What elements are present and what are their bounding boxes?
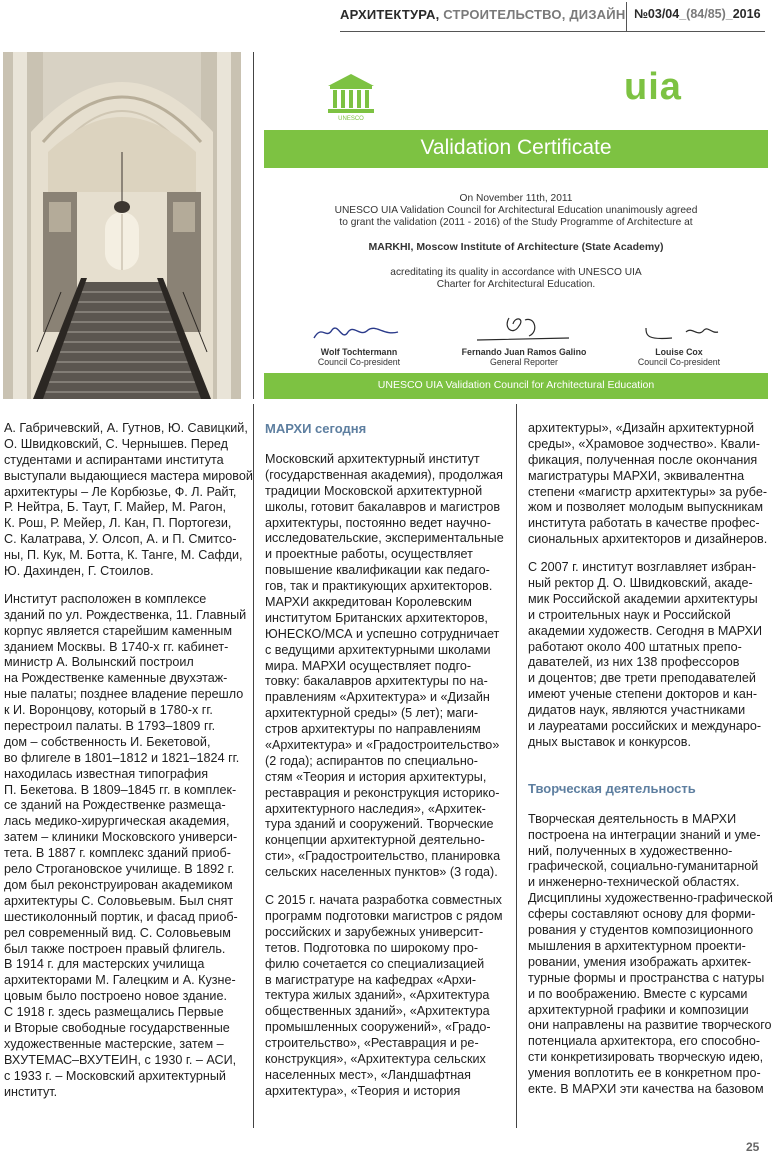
text-line: архитектуры, постоянно ведет научно- bbox=[265, 515, 491, 530]
text-line: строительство», «Реставрация и ре- bbox=[265, 1036, 479, 1051]
text-line: лась медико-хирургическая академия, bbox=[4, 814, 230, 829]
text-line: «Архитектура» и «Градостроительство» bbox=[265, 738, 500, 753]
text-line: стям «Теория и история архитектуры, bbox=[265, 769, 487, 784]
certificate-title: Validation Certificate bbox=[420, 136, 612, 159]
text-line: построена на интеграции знаний и уме- bbox=[528, 827, 761, 842]
text-line: стров архитектуры по направлениям bbox=[265, 722, 481, 737]
section-title-light: СТРОИТЕЛЬСТВО, ДИЗАЙН bbox=[443, 7, 626, 22]
text-line: и лауреатами российских и междунаро- bbox=[528, 719, 762, 734]
text-line: архитектурной среды» (5 лет); маги- bbox=[265, 706, 479, 721]
text-line: се зданий на Рождественке размеща- bbox=[4, 798, 226, 813]
signatory-3-role: Council Co-president bbox=[637, 356, 721, 367]
staircase-photo bbox=[3, 52, 241, 399]
text-line: сти конкретизировать творческую идею, bbox=[528, 1050, 764, 1065]
text-line: магистратуры МАРХИ, эквивалентна bbox=[528, 468, 745, 483]
text-line: О. Швидковский, С. Чернышев. Перед bbox=[4, 436, 228, 451]
certificate-line-3: to grant the validation (2011 - 2016) of the Study Programme of Architecture at bbox=[339, 217, 693, 228]
text-line: дом был реконструирован академиком bbox=[4, 877, 233, 892]
paragraph-gap bbox=[528, 800, 773, 812]
text-line: ны, П. Кук, М. Ботта, К. Танге, М. Сафди, bbox=[4, 548, 243, 563]
text-line: графической, социально-гуманитарной bbox=[528, 859, 759, 874]
certificate-accredit-2: Charter for Architectural Education. bbox=[436, 279, 596, 290]
text-line: с ведущими архитектурными школами bbox=[265, 642, 491, 657]
text-line: архитектуры С. Соловьевым. Был снят bbox=[4, 893, 234, 908]
col3-paragraph-2 bbox=[528, 560, 773, 751]
text-line: давателей, из них 138 профессоров bbox=[528, 655, 740, 670]
text-line: находилась известная типография bbox=[4, 766, 209, 781]
col2-paragraph-2 bbox=[265, 893, 504, 1100]
text-line: ВХУТЕМАС–ВХУТЕИН, с 1930 г. – АСИ, bbox=[4, 1052, 237, 1067]
text-line: академии художеств. Сегодня в МАРХИ bbox=[528, 623, 763, 638]
text-line: Дисциплины художественно-графической bbox=[528, 891, 773, 906]
signature-1-icon bbox=[312, 320, 402, 344]
text-line: и доцентов; две трети преподавателей bbox=[528, 671, 756, 686]
text-line: Московский архитектурный институт bbox=[265, 452, 480, 466]
text-line: мик Российской академии архитектуры bbox=[528, 591, 758, 606]
page-number: 25 bbox=[746, 1140, 760, 1154]
text-line: (государственная академия), продолжая bbox=[265, 467, 503, 482]
text-line: и строительных наук и Российской bbox=[528, 607, 731, 622]
text-line: дом – собственность И. Бекетовой, bbox=[4, 734, 211, 749]
col1-paragraph-2 bbox=[4, 592, 253, 1101]
text-line: архитекторами М. Галецким и А. Кузне- bbox=[4, 973, 236, 988]
text-line: затем – клиники Московского универси- bbox=[4, 830, 238, 845]
section-heading-creative-activity: Творческая деятельность bbox=[528, 780, 696, 796]
paragraph-gap bbox=[265, 881, 504, 893]
text-line: имеют ученые степени докторов и кан- bbox=[528, 687, 758, 702]
text-line: исследовательские, экспериментальные bbox=[265, 531, 504, 546]
column-2 bbox=[265, 421, 504, 1100]
signatory-1-name: Wolf Tochtermann bbox=[320, 347, 398, 357]
text-line: С. Калатрава, У. Олсоп, А. и П. Смитсо- bbox=[4, 532, 237, 547]
text-line: архитектурной графики и композиции bbox=[528, 1002, 749, 1017]
column-divider-2 bbox=[516, 404, 517, 1128]
text-line: филю сочетается со специализацией bbox=[265, 956, 485, 971]
text-line: сти», «Градостроительство, планировка bbox=[265, 849, 501, 864]
certificate-footer: UNESCO UIA Validation Council for Architectural Education bbox=[377, 379, 655, 391]
text-line: потенциала архитектора, его способно- bbox=[528, 1034, 761, 1049]
text-line: реставрация и реконструкция историко- bbox=[265, 785, 500, 800]
text-line: мышления в архитектурном проекти- bbox=[528, 938, 746, 953]
text-line: рования у студентов композиционного bbox=[528, 923, 754, 938]
column-divider-1 bbox=[253, 404, 254, 1128]
text-line: с 1933 г. – Московский архитектурный bbox=[4, 1068, 226, 1083]
col3-paragraph-1 bbox=[528, 421, 773, 548]
signature-2-icon bbox=[469, 314, 579, 346]
text-line: архитектуры – Ле Корбюзье, Ф. Л. Райт, bbox=[4, 484, 237, 499]
text-line: Творческая деятельность в МАРХИ bbox=[528, 811, 737, 826]
text-line: тетов. Подготовка по широкому про- bbox=[265, 940, 479, 955]
text-line: институтом Британских архитекторов, bbox=[265, 610, 488, 625]
text-line: выступали выдающиеся мастера мировой bbox=[4, 468, 253, 483]
text-line: архитектурного наследия», «Архитек- bbox=[265, 801, 486, 816]
text-line: к И. Воронцову, который в 1780-х гг. bbox=[4, 703, 213, 718]
text-line: дидатов наук, являются участниками bbox=[528, 703, 746, 718]
text-line: среды», «Храмовое зодчество». Квали- bbox=[528, 436, 760, 451]
col3-paragraph-3 bbox=[528, 812, 773, 1098]
text-line: умения воплотить ее в конкретном про- bbox=[528, 1066, 761, 1081]
text-line: министр А. Волынский построил bbox=[4, 655, 194, 670]
column-1 bbox=[4, 421, 253, 1100]
column-3 bbox=[528, 421, 773, 1098]
certificate-accredit-1: acreditating its quality in accordance with UNESCO UIA bbox=[390, 267, 642, 278]
signatory-2 bbox=[454, 348, 594, 367]
signatory-3-name: Louise Cox bbox=[655, 347, 703, 357]
text-line: повышение квалификации как педаго- bbox=[265, 563, 490, 578]
signature-3-icon bbox=[642, 322, 722, 344]
text-line: и Вторые свободные государственные bbox=[4, 1020, 230, 1035]
text-line: общественных зданий», «Архитектура bbox=[265, 1004, 490, 1019]
text-line: С 2007 г. институт возглавляет избран- bbox=[528, 560, 757, 575]
text-line: сиональных архитекторов и дизайнеров. bbox=[528, 532, 768, 547]
text-line: и инженерно-технической областях. bbox=[528, 875, 740, 890]
text-line: (2 года); аспирантов по специально- bbox=[265, 753, 478, 768]
section-heading-markhi-today: МАРХИ сегодня bbox=[265, 421, 367, 436]
text-line: рело Строгановское училище. В 1892 г. bbox=[4, 862, 235, 877]
text-line: П. Бекетова. В 1809–1845 гг. в комплек- bbox=[4, 782, 237, 797]
text-line: работают около 400 штатных препо- bbox=[528, 639, 742, 654]
text-line: сельских населенных пунктов» (3 года). bbox=[265, 865, 498, 880]
text-line: В 1914 г. для мастерских училища bbox=[4, 957, 205, 972]
text-line: конструкция», «Архитектура сельских bbox=[265, 1051, 486, 1066]
text-line: ровании, умения изображать архитек- bbox=[528, 954, 752, 969]
text-line: зданием Москвы. В 1740-х гг. кабинет- bbox=[4, 639, 229, 654]
text-line: института работать в качестве профес- bbox=[528, 516, 760, 531]
text-line: гов, так и практикующих архитекторов. bbox=[265, 579, 493, 594]
certificate-line-1: On November 11th, 2011 bbox=[459, 193, 573, 204]
text-line: ный ректор Д. О. Швидковский, акаде- bbox=[528, 576, 753, 591]
text-line: зданий по ул. Рождественка, 11. Главный bbox=[4, 607, 247, 622]
section-title bbox=[340, 7, 625, 22]
paragraph-gap bbox=[528, 548, 773, 560]
header-separator bbox=[626, 2, 627, 31]
photo-divider bbox=[253, 52, 254, 399]
text-line: студентами и аспирантами института bbox=[4, 452, 224, 467]
text-line: тура зданий и сооружений. Творческие bbox=[265, 817, 494, 832]
text-line: Институт расположен в комплексе bbox=[4, 591, 207, 606]
text-line: промышленных сооружений», «Градо- bbox=[265, 1020, 491, 1035]
text-line: Ю. Дахинден, Г. Стоилов. bbox=[4, 564, 154, 579]
text-line: А. Габричевский, А. Гутнов, Ю. Савицкий, bbox=[4, 421, 248, 435]
issue-light: _(84/85)_ bbox=[679, 7, 733, 21]
text-line: дных выставок и конкурсов. bbox=[528, 734, 691, 749]
text-line: шестиколонный портик, и фасад приоб- bbox=[4, 909, 238, 924]
text-line: художественные мастерские, затем – bbox=[4, 1036, 224, 1051]
text-line: жом и позволяет молодым выпускникам bbox=[528, 500, 763, 515]
text-line: корпус является старейшим каменным bbox=[4, 623, 232, 638]
paragraph-gap bbox=[4, 580, 253, 592]
certificate-institution: MARKHI, Moscow Institute of Architecture (State Academy) bbox=[368, 241, 664, 253]
text-line: турные формы и пространства с натуры bbox=[528, 970, 765, 985]
text-line: школы, готовит бакалавров и магистров bbox=[265, 499, 501, 514]
text-line: тета. В 1887 г. комплекс зданий приоб- bbox=[4, 846, 231, 861]
signatory-3 bbox=[624, 348, 734, 367]
certificate-line-2: UNESCO UIA Validation Council for Architectural Education unanimously agreed bbox=[334, 205, 698, 216]
uia-logo: uia bbox=[624, 66, 682, 108]
text-line: ЮНЕСКО/МСА и успешно сотрудничает bbox=[265, 626, 500, 641]
text-line: в магистратуре на кафедрах «Архи- bbox=[265, 972, 477, 987]
section-gap bbox=[528, 751, 773, 781]
unesco-logo-icon bbox=[326, 72, 376, 116]
text-line: институт. bbox=[4, 1084, 58, 1099]
text-line: программ подготовки магистров с рядом bbox=[265, 908, 503, 923]
text-line: рел современный вид. С. Соловьевым bbox=[4, 925, 231, 940]
col2-paragraph-1 bbox=[265, 452, 504, 881]
text-line: ные палаты; позднее владение перешло bbox=[4, 687, 244, 702]
text-line: К. Рош, Р. Мейер, Л. Кан, П. Портогези, bbox=[4, 516, 232, 531]
text-line: МАРХИ аккредитован Королевским bbox=[265, 595, 472, 610]
signatory-2-role: General Reporter bbox=[490, 356, 558, 367]
text-line: фикация, полученная после окончания bbox=[528, 452, 758, 467]
text-line: населенных мест», «Ландшафтная bbox=[265, 1067, 471, 1082]
text-line: тектура жилых зданий», «Архитектура bbox=[265, 988, 490, 1003]
text-line: во флигеле в 1801–1812 и 1821–1824 гг. bbox=[4, 750, 240, 765]
signatory-1 bbox=[294, 348, 424, 367]
text-line: сферы составляют основу для форми- bbox=[528, 907, 756, 922]
text-line: на Рождественке каменные двухэтаж- bbox=[4, 671, 228, 686]
signatory-1-role: Council Co-president bbox=[317, 356, 401, 367]
text-line: правлениям «Архитектура» и «Дизайн bbox=[265, 690, 490, 705]
validation-certificate bbox=[264, 52, 768, 399]
text-line: Р. Нейтра, Б. Таут, Г. Майер, М. Рагон, bbox=[4, 500, 227, 515]
text-line: ний, полученных в художественно- bbox=[528, 843, 733, 858]
text-line: товку: бакалавров архитектуры по на- bbox=[265, 674, 488, 689]
text-line: был также построен правый флигель. bbox=[4, 941, 226, 956]
text-line: С 2015 г. начата разработка совместных bbox=[265, 893, 502, 908]
text-line: перестроил палаты. В 1793–1809 гг. bbox=[4, 719, 216, 734]
text-line: и по воображению. Вместе с курсами bbox=[528, 986, 748, 1001]
text-line: и проектные работы, осуществляет bbox=[265, 547, 473, 562]
text-line: С 1918 г. здесь размещались Первые bbox=[4, 1005, 224, 1020]
unesco-logo-text: UNESCO bbox=[338, 116, 364, 122]
text-line: архитектуры», «Дизайн архитектурной bbox=[528, 421, 754, 435]
text-line: мира. МАРХИ осуществляет подго- bbox=[265, 658, 472, 673]
header-rule bbox=[340, 31, 765, 32]
text-line: они направлены на развитие творческого bbox=[528, 1018, 772, 1033]
section-title-bold: АРХИТЕКТУРА, bbox=[340, 7, 440, 22]
issue-number bbox=[634, 7, 761, 21]
text-line: традиции Московской архитектурной bbox=[265, 483, 483, 498]
paragraph-gap bbox=[265, 440, 504, 452]
text-line: концепции архитектурной деятельно- bbox=[265, 833, 485, 848]
text-line: екте. В МАРХИ эти качества на базовом bbox=[528, 1081, 764, 1096]
issue-year: 2016 bbox=[732, 7, 761, 21]
text-line: цовым было построено новое здание. bbox=[4, 989, 227, 1004]
signatory-2-name: Fernando Juan Ramos Galino bbox=[461, 347, 587, 357]
col1-paragraph-1 bbox=[4, 421, 253, 580]
text-line: степени «магистр архитектуры» за рубе- bbox=[528, 484, 768, 499]
text-line: российских и зарубежных университ- bbox=[265, 924, 484, 939]
text-line: архитектура», «Теория и история bbox=[265, 1083, 461, 1098]
issue-main: №03/04 bbox=[634, 7, 680, 21]
